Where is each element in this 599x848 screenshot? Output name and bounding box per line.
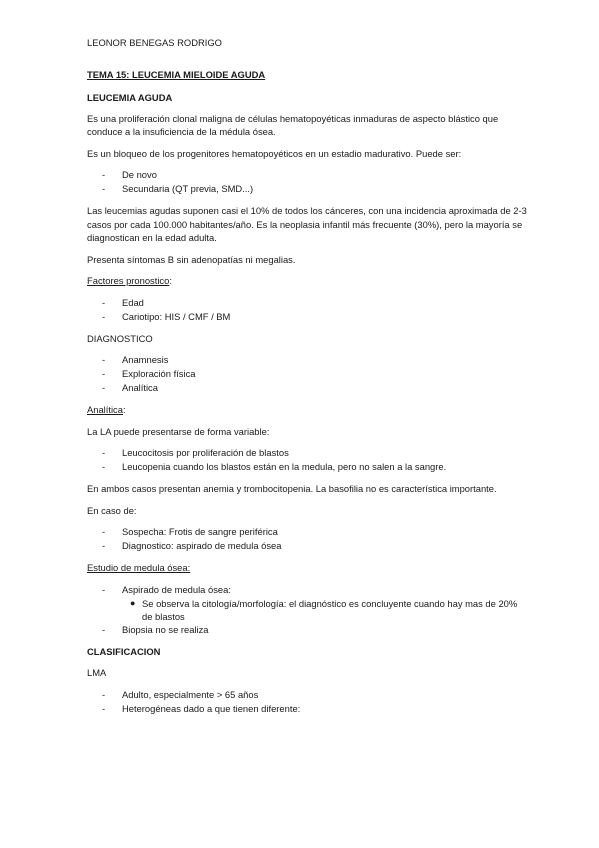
bullet-marker: ● <box>130 597 136 608</box>
heading-factores-pronostico: Factores pronostico: <box>87 275 172 286</box>
document-page <box>87 36 527 724</box>
dash-marker: - <box>102 461 106 472</box>
heading-clasificacion: CLASIFICACION <box>87 645 161 657</box>
dash-marker: - <box>102 583 106 595</box>
list-item: - Secundaria (QT previa, SMD...) <box>102 183 254 194</box>
dash-marker: - <box>102 702 106 714</box>
dash-marker: - <box>102 368 106 379</box>
paragraph-epidemiologia: Las leucemias agudas suponen casi el 10% de todos los cánceres, con una incidencia aproximada de 2-3 casos por cada 100.000 habitantes/año. Es la neoplasia infantil más frecuente (30%), pero la mayoría se diagnostican en la edad adulta. <box>87 205 527 243</box>
author-header: LEONOR BENEGAS RODRIGO <box>87 37 222 48</box>
list-item: - Analítica <box>102 382 158 393</box>
list-item: - Aspirado de medula ósea: ● Se observa la citología/morfología: el diagnóstico es concluyente cuando hay mas de 20% de blastos <box>87 583 527 623</box>
sub-list-item: ● Se observa la citología/morfología: el diagnóstico es concluyente cuando hay mas de 20% de blastos <box>130 597 518 622</box>
paragraph-sintomas: Presenta síntomas B sin adenopatías ni megalias. <box>87 253 296 265</box>
list-diagnostico <box>87 353 527 395</box>
list-item: - Diagnostico: aspirado de medula ósea <box>102 540 282 551</box>
dash-marker: - <box>102 382 106 393</box>
dash-marker: - <box>102 688 106 700</box>
list-item: - Heterogéneas dado a que tienen diferente: <box>102 702 301 714</box>
dash-marker: - <box>102 526 106 537</box>
dash-marker: - <box>102 540 106 551</box>
list-presentacion <box>87 446 527 474</box>
dash-marker: - <box>102 296 106 308</box>
paragraph-anemia: En ambos casos presentan anemia y trombocitopenia. La basofilia no es característica importante. <box>87 483 497 494</box>
list-tipos <box>87 168 527 196</box>
list-estudio <box>87 583 527 637</box>
list-item: - Sospecha: Frotis de sangre periférica <box>102 526 278 537</box>
dash-marker: - <box>102 310 106 322</box>
list-item: - Exploración física <box>102 368 196 379</box>
list-factores <box>87 296 527 324</box>
heading-analitica: Analítica: <box>87 404 126 415</box>
heading-diagnostico: DIAGNOSTICO <box>87 332 153 344</box>
list-lma <box>87 688 527 716</box>
dash-marker: - <box>102 169 106 180</box>
list-en-caso-de <box>87 525 527 553</box>
paragraph-en-caso-de: En caso de: <box>87 504 137 516</box>
list-item: - Biopsia no se realiza <box>102 623 209 635</box>
heading-estudio-medula: Estudio de medula ósea: <box>87 562 191 573</box>
heading-lma: LMA <box>87 667 107 678</box>
dash-marker: - <box>102 623 106 635</box>
list-item: - Adulto, especialmente > 65 años <box>102 688 259 700</box>
list-item: - Edad <box>102 296 144 308</box>
list-item: - Cariotipo: HIS / CMF / BM <box>102 310 231 322</box>
list-item: - Leucocitosis por proliferación de blastos <box>102 447 289 458</box>
list-item: - Leucopenia cuando los blastos están en la medula, pero no salen a la sangre. <box>102 461 447 472</box>
list-item: - Anamnesis <box>102 354 169 365</box>
sub-list <box>122 597 527 623</box>
dash-marker: - <box>102 447 106 458</box>
paragraph-presentacion: La LA puede presentarse de forma variable: <box>87 425 270 437</box>
dash-marker: - <box>102 354 106 365</box>
section-heading-leucemia-aguda: LEUCEMIA AGUDA <box>87 92 173 103</box>
document-title: TEMA 15: LEUCEMIA MIELOIDE AGUDA <box>87 68 266 80</box>
paragraph-bloqueo: Es un bloqueo de los progenitores hematopoyéticos en un estadio madurativo. Puede ser: <box>87 147 462 159</box>
paragraph-definition: Es una proliferación clonal maligna de células hematopoyéticas inmaduras de aspecto blástico que conduce a la insuficiencia de la médula ósea. <box>87 112 499 137</box>
dash-marker: - <box>102 183 106 194</box>
list-item: - De novo <box>102 169 157 180</box>
